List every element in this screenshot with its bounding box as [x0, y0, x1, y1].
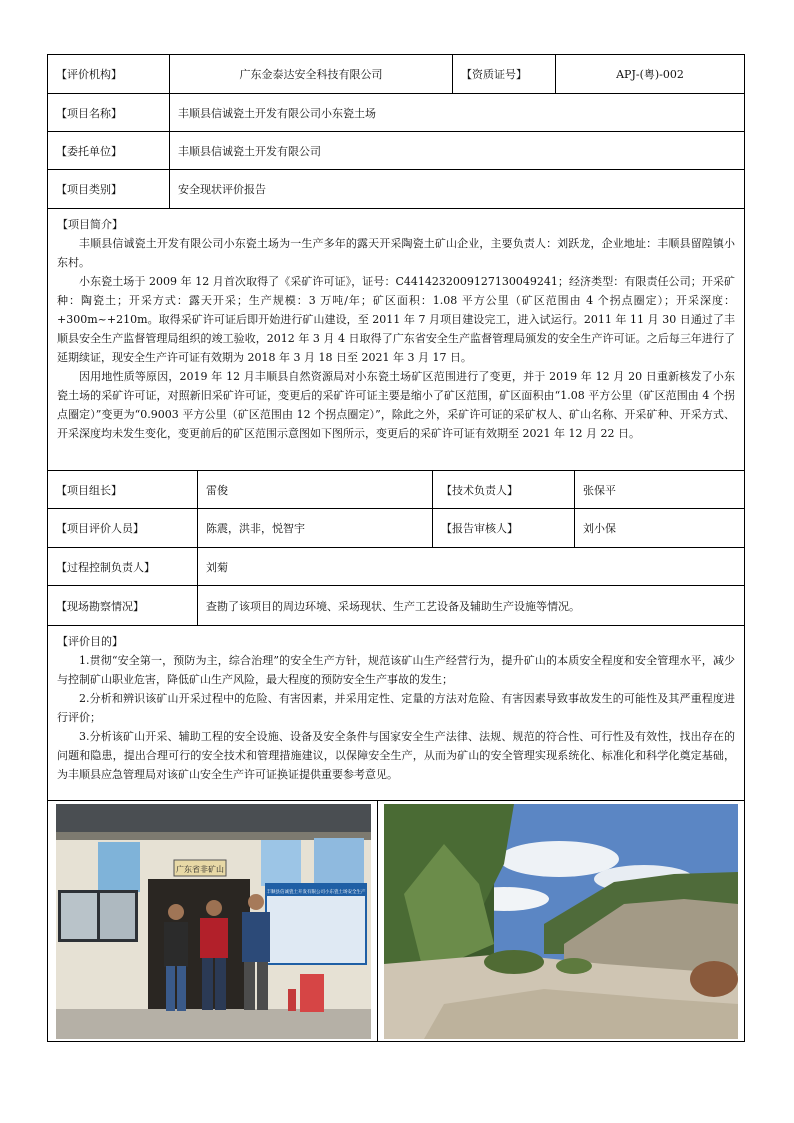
org-row — [48, 55, 744, 94]
client-row — [48, 132, 744, 170]
client-value: 丰顺县信诚瓷土开发有限公司 — [178, 144, 321, 158]
members-row — [48, 509, 744, 548]
members-label: 【项目评价人员】 — [48, 509, 198, 547]
purpose-item-2: 2.分析和辨识该矿山开采过程中的危险、有害因素，并采用定性、定量的方法对危险、有害因素导致事故发生的可能性及其严重程度进行评价； — [57, 692, 735, 724]
leader-row — [48, 471, 744, 509]
survey-row — [48, 586, 744, 626]
qual-label: 【资质证号】 — [453, 55, 556, 93]
office-photo — [56, 804, 371, 1039]
intro-paragraph-1: 丰顺县信诚瓷土开发有限公司小东瓷土场为一生产多年的露天开采陶瓷土矿山企业，主要负责人：刘跃龙，企业地址：丰顺县留隍镇小东村。 — [57, 237, 735, 269]
org-value: 广东金泰达安全科技有限公司 — [170, 55, 453, 93]
purpose-heading: 【评价目的】 — [57, 635, 123, 648]
project-name-value: 丰顺县信诚瓷土开发有限公司小东瓷土场 — [178, 106, 376, 120]
intro-paragraph-3: 因用地性质等原因，2019 年 12 月丰顺县自然资源局对小东瓷土场矿区范围进行了变更，并于 2019 年 12 月 20 日重新核发了小东瓷土场的采矿许可证，对照新旧采矿许可证，变更后的采矿许可证主要是缩小了矿区范围，矿区面积由“1.08 平方公里（矿区范围由 4 个拐点圈定）”变更为“0.9003 平方公里（矿区范围由 12 个拐点圈定）”，除此之外，采矿许可证的采矿权人、矿山名称、开采矿种、开采方式、开采深度均未发生变化，变更前后的矿区范围示意图如下图所示，变更后的采矿许可证有效期至 2021 年 12 月 22 日。 — [57, 370, 735, 440]
purpose-item-3: 3.分析该矿山开采、辅助工程的安全设施、设备及安全条件与国家安全生产法律、法规、规范的符合性、可行性及有效性，找出存在的问题和隐患，提出合理可行的安全技术和管理措施建议，以保障安全生产，从而为矿山的安全管理实现系统化、标准化和科学化奠定基础，为丰顺县应急管理局对该矿山安全生产许可证换证提供重要参考意见。 — [57, 730, 735, 781]
photo-divider — [377, 801, 378, 1042]
report-frame — [47, 54, 745, 1042]
project-intro — [48, 209, 744, 471]
reviewer-label: 【报告审核人】 — [433, 509, 575, 547]
project-name-label: 【项目名称】 — [48, 94, 170, 131]
process-label: 【过程控制负责人】 — [48, 548, 198, 585]
intro-heading: 【项目简介】 — [57, 218, 123, 231]
project-name-row — [48, 94, 744, 132]
purpose-item-1: 1.贯彻“安全第一，预防为主，综合治理”的安全生产方针，规范该矿山生产经营行为，提升矿山的本质安全程度和安全管理水平，减少与控制矿山职业危害，降低矿山生产风险，最大程度的预防安全生产事故的发生； — [57, 654, 735, 686]
reviewer-value: 刘小保 — [583, 522, 616, 535]
survey-label: 【现场勘察情况】 — [48, 586, 198, 625]
intro-paragraph-2: 小东瓷土场于 2009 年 12 月首次取得了《采矿许可证》，证号：C4414232009127130049241；经济类型：有限责任公司；开采矿种：陶瓷土；开采方式：露天开采；生产规模：3 万吨/年；矿区面积：1.08 平方公里（矿区范围由 4 个拐点圈定）；开采深度：+300m~+210m。取得采矿许可证后即开始进行矿山建设，至 2011 年 7 月项目建设完工，进入试运行。2011 年 11 月 30 日通过了丰顺县安全生产监督管理局组织的竣工验收，2012 年 3 月 4 日取得了广东省安全生产监督管理局颁发的安全生产许可证。之后每三年进行了延期续证，现安全生产许可证有效期为 2018 年 3 月 18 日至 2021 年 3 月 17 日。 — [57, 275, 735, 364]
qual-value: APJ-(粤)-002 — [616, 68, 684, 81]
process-row — [48, 548, 744, 586]
site-photos — [48, 801, 744, 1042]
leader-value: 雷俊 — [198, 471, 433, 508]
org-label: 【评价机构】 — [48, 55, 170, 93]
members-value: 陈震，洪非，悦智宇 — [198, 509, 433, 547]
client-label: 【委托单位】 — [48, 132, 170, 169]
category-label: 【项目类别】 — [48, 170, 170, 208]
evaluation-purpose — [48, 626, 744, 801]
tech-label: 【技术负责人】 — [433, 471, 575, 508]
category-value: 安全现状评价报告 — [178, 183, 266, 196]
office-sign-text: 广东省非矿山 — [176, 865, 224, 874]
survey-value: 查勘了该项目的周边环境、采场现状、生产工艺设备及辅助生产设施等情况。 — [206, 599, 580, 613]
quarry-photo — [384, 804, 738, 1039]
category-row — [48, 170, 744, 209]
tech-value: 张保平 — [583, 483, 616, 497]
leader-label: 【项目组长】 — [48, 471, 198, 508]
office-board-text: 丰顺县信诚瓷土开发有限公司小东瓷土场安全生产 — [266, 890, 366, 895]
process-value: 刘菊 — [206, 560, 228, 574]
